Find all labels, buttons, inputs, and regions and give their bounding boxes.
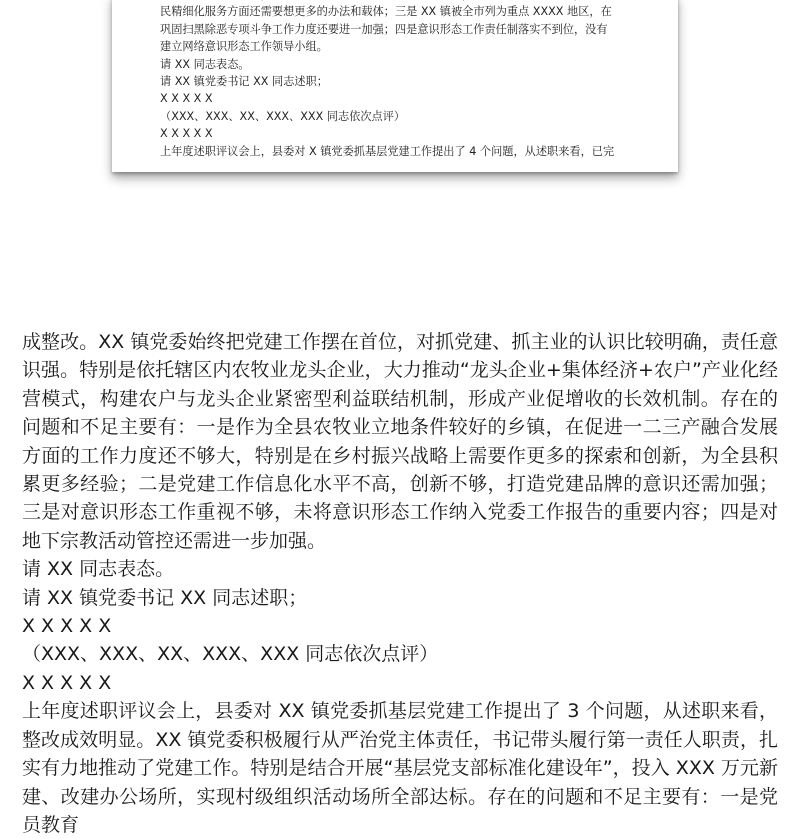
preview-line: 民精细化服务方面还需要想更多的办法和载体；三是 XX 镇被全市列为重点 XXXX 地区，在	[160, 5, 612, 19]
placeholder-name-line: X X X X X	[22, 615, 112, 638]
preview-line: X X X X X	[160, 127, 213, 141]
report-line: 请 XX 镇党委书记 XX 同志述职；	[22, 586, 308, 609]
document-preview-page	[112, 0, 678, 172]
preview-line: 上年度述职评议会上，县委对 X 镇党委抓基层党建工作提出了 4 个问题，从述职来看，已完	[160, 144, 615, 158]
preview-line: 请 XX 镇党委书记 XX 同志述职；	[160, 75, 328, 89]
body-paragraph-2: 上年度述职评议会上，县委对 XX 镇党委抓基层党建工作提出了 3 个问题，从述职来看，整改成效明显。XX 镇党委积极履行从严治党主体责任，书记带头履行第一责任人职责，扎实有力地推动了党建工作。特别是结合开展“基层党支部标准化建设年”，投入 XXX 万元新建、改建办公场所，实现村级组织活动场所全部达标。存在的问题和不足主要有：一是党员教育	[22, 700, 778, 836]
main-document-text	[0, 320, 800, 836]
placeholder-name-line: X X X X X	[22, 671, 112, 694]
body-paragraph-1: 成整改。XX 镇党委始终把党建工作摆在首位，对抓党建、抓主业的认识比较明确，责任意识强。特别是依托辖区内农牧业龙头企业，大力推动“龙头企业+集体经济+农户”产业化经营模式，构建农户与龙头企业紧密型利益联结机制，形成产业促增收的长效机制。存在的问题和不足主要有：一是作为全县农牧业立地条件较好的乡镇，在促进一二三产融合发展方面的工作力度还不够大，特别是在乡村振兴战略上需要作更多的探索和创新，为全县积累更多经验；二是党建工作信息化水平不高，创新不够，打造党建品牌的意识还需加强；三是对意识形态工作重视不够，未将意识形态工作纳入党委工作报告的重要内容；四是对地下宗教活动管控还需进一步加强。	[22, 331, 778, 552]
review-line: （XXX、XXX、XX、XXX、XXX 同志依次点评）	[22, 643, 439, 666]
document-preview-area	[0, 0, 800, 250]
statement-line: 请 XX 同志表态。	[22, 558, 175, 581]
preview-line: 巩固扫黑除恶专项斗争工作力度还要进一加强；四是意识形态工作责任制落实不到位，没有	[160, 22, 608, 36]
preview-line: 请 XX 同志表态。	[160, 57, 250, 71]
preview-line: X X X X X	[160, 92, 213, 106]
preview-text	[160, 0, 656, 160]
preview-line: （XXX、XXX、XX、XXX、XXX 同志依次点评）	[160, 109, 406, 123]
main-text-block	[22, 328, 778, 839]
preview-line: 建立网络意识形态工作领导小组。	[160, 40, 328, 54]
